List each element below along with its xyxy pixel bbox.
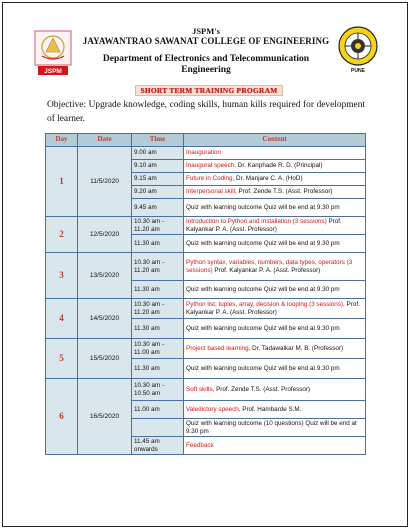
time-cell: 9.15 am (132, 173, 184, 186)
time-cell: 10.30 am - 11.20 am (132, 299, 184, 319)
table-row (46, 147, 366, 160)
day-cell: 4 (46, 299, 78, 339)
jspm-logo-icon (34, 30, 72, 76)
content-cell: Feedback (184, 437, 366, 455)
time-cell: 11.45 am onwards (132, 437, 184, 455)
content-cell: Inaugural speech, Dr. Kanphade R. D. (Principal) (184, 160, 366, 173)
svg-text:PUNE: PUNE (351, 68, 365, 74)
time-cell: 9.20 am (132, 186, 184, 199)
table-row (46, 217, 366, 235)
content-cell: Inauguration (184, 147, 366, 160)
content-cell: Introduction to Python and installation (3 sessions) Prof. Kalyankar P. A. (Asst. Professor) (184, 217, 366, 235)
college-seal-icon (338, 24, 378, 74)
program-banner: SHORT TERM TRAINING PROGRAM (135, 85, 283, 96)
org-name: JSPM's (192, 26, 220, 36)
day-cell: 6 (46, 379, 78, 455)
header-day: Day (46, 134, 78, 147)
content-cell: Quiz with learning outcome Quiz will be end at 9.30 pm (184, 281, 366, 299)
time-cell: 10.30 am - 10.50 am (132, 379, 184, 401)
table-row (46, 299, 366, 319)
time-cell: 11.30 am (132, 319, 184, 339)
time-cell (132, 419, 184, 437)
schedule-table (45, 133, 366, 455)
time-cell: 9.00 am (132, 147, 184, 160)
time-cell: 10.30 am - 11.20 am (132, 253, 184, 281)
day-cell: 5 (46, 339, 78, 379)
date-cell: 12/5/2020 (78, 217, 132, 253)
content-cell: Quiz with learning outcome (10 questions) Quiz will be end at 9.30 pm (184, 419, 366, 437)
time-cell: 9.45 am (132, 199, 184, 217)
svg-text:JSPM: JSPM (44, 68, 62, 75)
content-cell: Quiz with learning outcome Quiz will be end at 9.30 pm (184, 199, 366, 217)
content-cell: Future in Coding, Dr. Manjare C. A. (HoD) (184, 173, 366, 186)
date-cell: 11/5/2020 (78, 147, 132, 217)
content-cell: Interpersonal skill, Prof. Zende T.S. (Asst. Professor) (184, 186, 366, 199)
department-name: Department of Electronics and Telecommunication Engineering (102, 54, 310, 75)
content-cell: Valedictory speech, Prof. Hambarde S.M. (184, 401, 366, 419)
content-cell: Quiz with learning outcome Quiz will be end at 9.30 pm (184, 319, 366, 339)
content-cell: Quiz with learning outcome Quiz will be end at 9.30 pm (184, 359, 366, 379)
date-cell: 15/5/2020 (78, 339, 132, 379)
table-row (46, 379, 366, 401)
time-cell: 11.30 am (132, 359, 184, 379)
header-content: Content (184, 134, 366, 147)
time-cell: 10.30 am - 11.20 am (132, 217, 184, 235)
content-cell: Python list, tuples, array, decision & looping (3 sessions), Prof. Kalyankar P. A. (Asst. Professor) (184, 299, 366, 319)
header-date: Date (78, 134, 132, 147)
day-cell: 1 (46, 147, 78, 217)
time-cell: 9.10 am (132, 160, 184, 173)
time-cell: 11.30 am (132, 235, 184, 253)
time-cell: 11.00 am (132, 401, 184, 419)
table-row (46, 339, 366, 359)
content-cell: Soft skills, Prof. Zende T.S. (Asst. Professor) (184, 379, 366, 401)
header-time: Time (132, 134, 184, 147)
content-cell: Project based learning, Dr. Tadawalkar M. B. (Professor) (184, 339, 366, 359)
date-cell: 14/5/2020 (78, 299, 132, 339)
time-cell: 10.30 am - 11.00 am (132, 339, 184, 359)
date-cell: 16/5/2020 (78, 379, 132, 455)
table-row (46, 253, 366, 281)
content-cell: Python syntax, variables, numbers, data types, operators (3 sessions) Prof. Kalyankar P. A. (Asst. Professor) (184, 253, 366, 281)
time-cell: 11.30 am (132, 281, 184, 299)
day-cell: 2 (46, 217, 78, 253)
table-header-row (46, 134, 366, 147)
date-cell: 13/5/2020 (78, 253, 132, 299)
content-cell: Quiz with learning outcome Quiz will be end at 9.30 pm (184, 235, 366, 253)
objective-text: Objective: Upgrade knowledge, coding skills, human kills required for development of learner. (47, 100, 365, 124)
college-name: JAYAWANTRAO SAWANAT COLLEGE OF ENGINEERING (82, 36, 330, 46)
day-cell: 3 (46, 253, 78, 299)
